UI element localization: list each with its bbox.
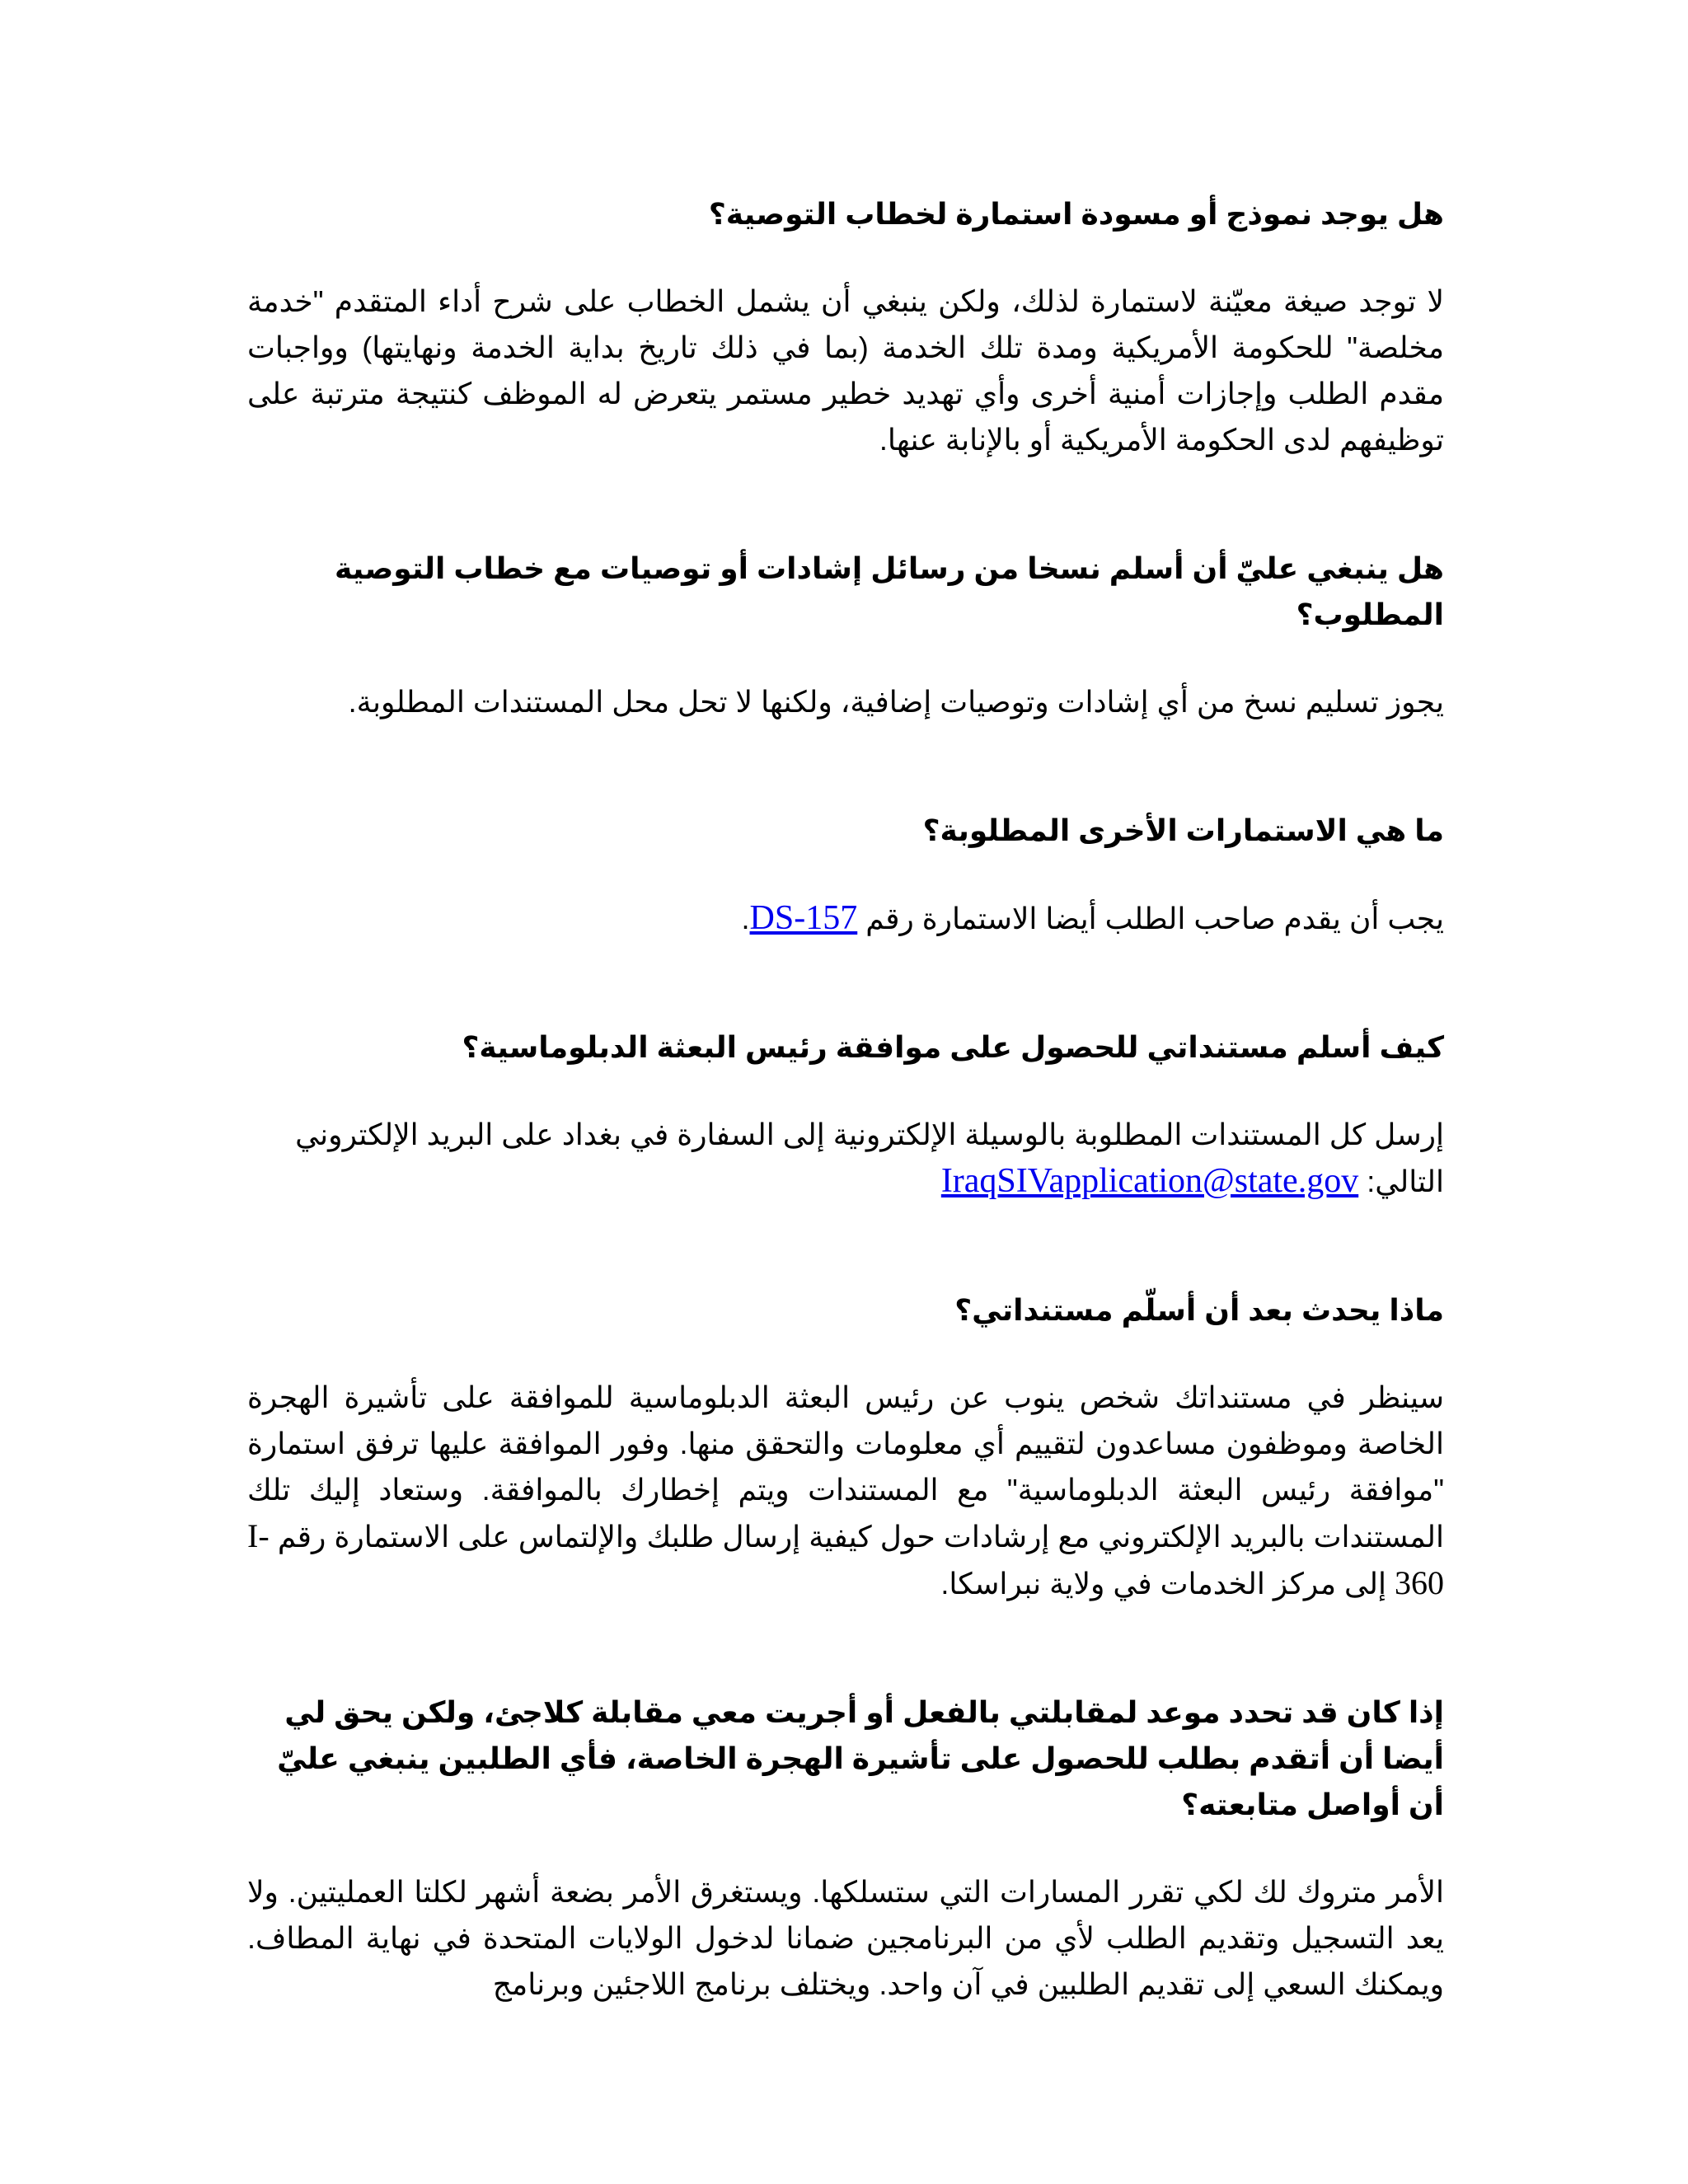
faq-answer-6: الأمر متروك لك لكي تقرر المسارات التي ستسلكها. ويستغرق الأمر بضعة أشهر لكلتا العمليتين. ولا يعد التسجيل وتقديم الطلب لأي من البرنامجين ضمانا لدخول الولايات المتحدة في نهاية المطاف. ويمكنك السعي إلى تقديم الطلبين في آن واحد. ويختلف برنامج اللاجئين وبرنامج	[247, 1875, 1444, 2001]
faq-question-5: ماذا يحدث بعد أن أسلّم مستنداتي؟	[954, 1293, 1444, 1327]
faq-answer-2: يجوز تسليم نسخ من أي إشادات وتوصيات إضافية، ولكنها لا تحل محل المستندات المطلوبة.	[348, 685, 1444, 719]
faq-answer-5-text: سينظر في مستنداتك شخص ينوب عن رئيس البعثة الدبلوماسية للموافقة على تأشيرة الهجرة الخاصة وموظفون مساعدون لتقييم أي معلومات والتحقق منها. وفور الموافقة عليها ترفق استمارة "موافقة رئيس البعثة الدبلوماسية" مع المستندات ويتم إخطارك بالموافقة. وستعاد إليك تلك المستندات بالبريد الإلكتروني مع إرشادات حول كيفية إرسال طلبك والإلتماس على الاستمارة رقم	[247, 1380, 1444, 1554]
faq-question-3: ما هي الاستمارات الأخرى المطلوبة؟	[922, 813, 1444, 847]
faq-answer-1: لا توجد صيغة معيّنة لاستمارة لذلك، ولكن ينبغي أن يشمل الخطاب على شرح أداء المتقدم "خدمة مخلصة" للحكومة الأمريكية ومدة تلك الخدمة (بما في ذلك تاريخ بداية الخدمة ونهايتها) وواجبات مقدم الطلب وإجازات أمنية أخرى وأي تهديد خطير مستمر يتعرض له الموظف كنتيجة مترتبة على توظيفهم لدى الحكومة الأمريكية أو بالإنابة عنها.	[247, 284, 1444, 457]
faq-answer-3-text: يجب أن يقدم صاحب الطلب أيضا الاستمارة رقم	[865, 902, 1444, 935]
form-i360-code: I-360	[247, 1517, 1444, 1601]
faq-question-4: كيف أسلم مستنداتي للحصول على موافقة رئيس البعثة الدبلوماسية؟	[462, 1030, 1444, 1064]
faq-answer-5	[247, 1375, 1444, 1607]
faq-answer-4-text: إرسل كل المستندات المطلوبة بالوسيلة الإلكترونية إلى السفارة في بغداد على البريد الإلكتروني التالي:	[295, 1118, 1444, 1198]
ds-157-link[interactable]: DS-157	[749, 899, 858, 937]
faq-question-1: هل يوجد نموذج أو مسودة استمارة لخطاب التوصية؟	[708, 197, 1444, 231]
faq-question-6: إذا كان قد تحدد موعد لمقابلتي بالفعل أو أجريت معي مقابلة كلاجئ، ولكن يحق لي أيضا أن أتقدم بطلب للحصول على تأشيرة الهجرة الخاصة، فأي الطلبين ينبغي عليّ أن أواصل متابعته؟	[277, 1695, 1444, 1821]
faq-content	[247, 191, 1444, 2008]
faq-answer-5-end: إلى مركز الخدمات في ولاية نبراسكا.	[940, 1567, 1386, 1601]
email-link[interactable]: IraqSIVapplication@state.gov	[940, 1162, 1359, 1200]
faq-answer-3-end: .	[741, 902, 750, 935]
faq-question-2: هل ينبغي عليّ أن أسلم نسخا من رسائل إشادات أو توصيات مع خطاب التوصية المطلوب؟	[334, 551, 1444, 631]
faq-answer-4	[247, 1112, 1444, 1205]
faq-answer-3	[247, 895, 1444, 942]
